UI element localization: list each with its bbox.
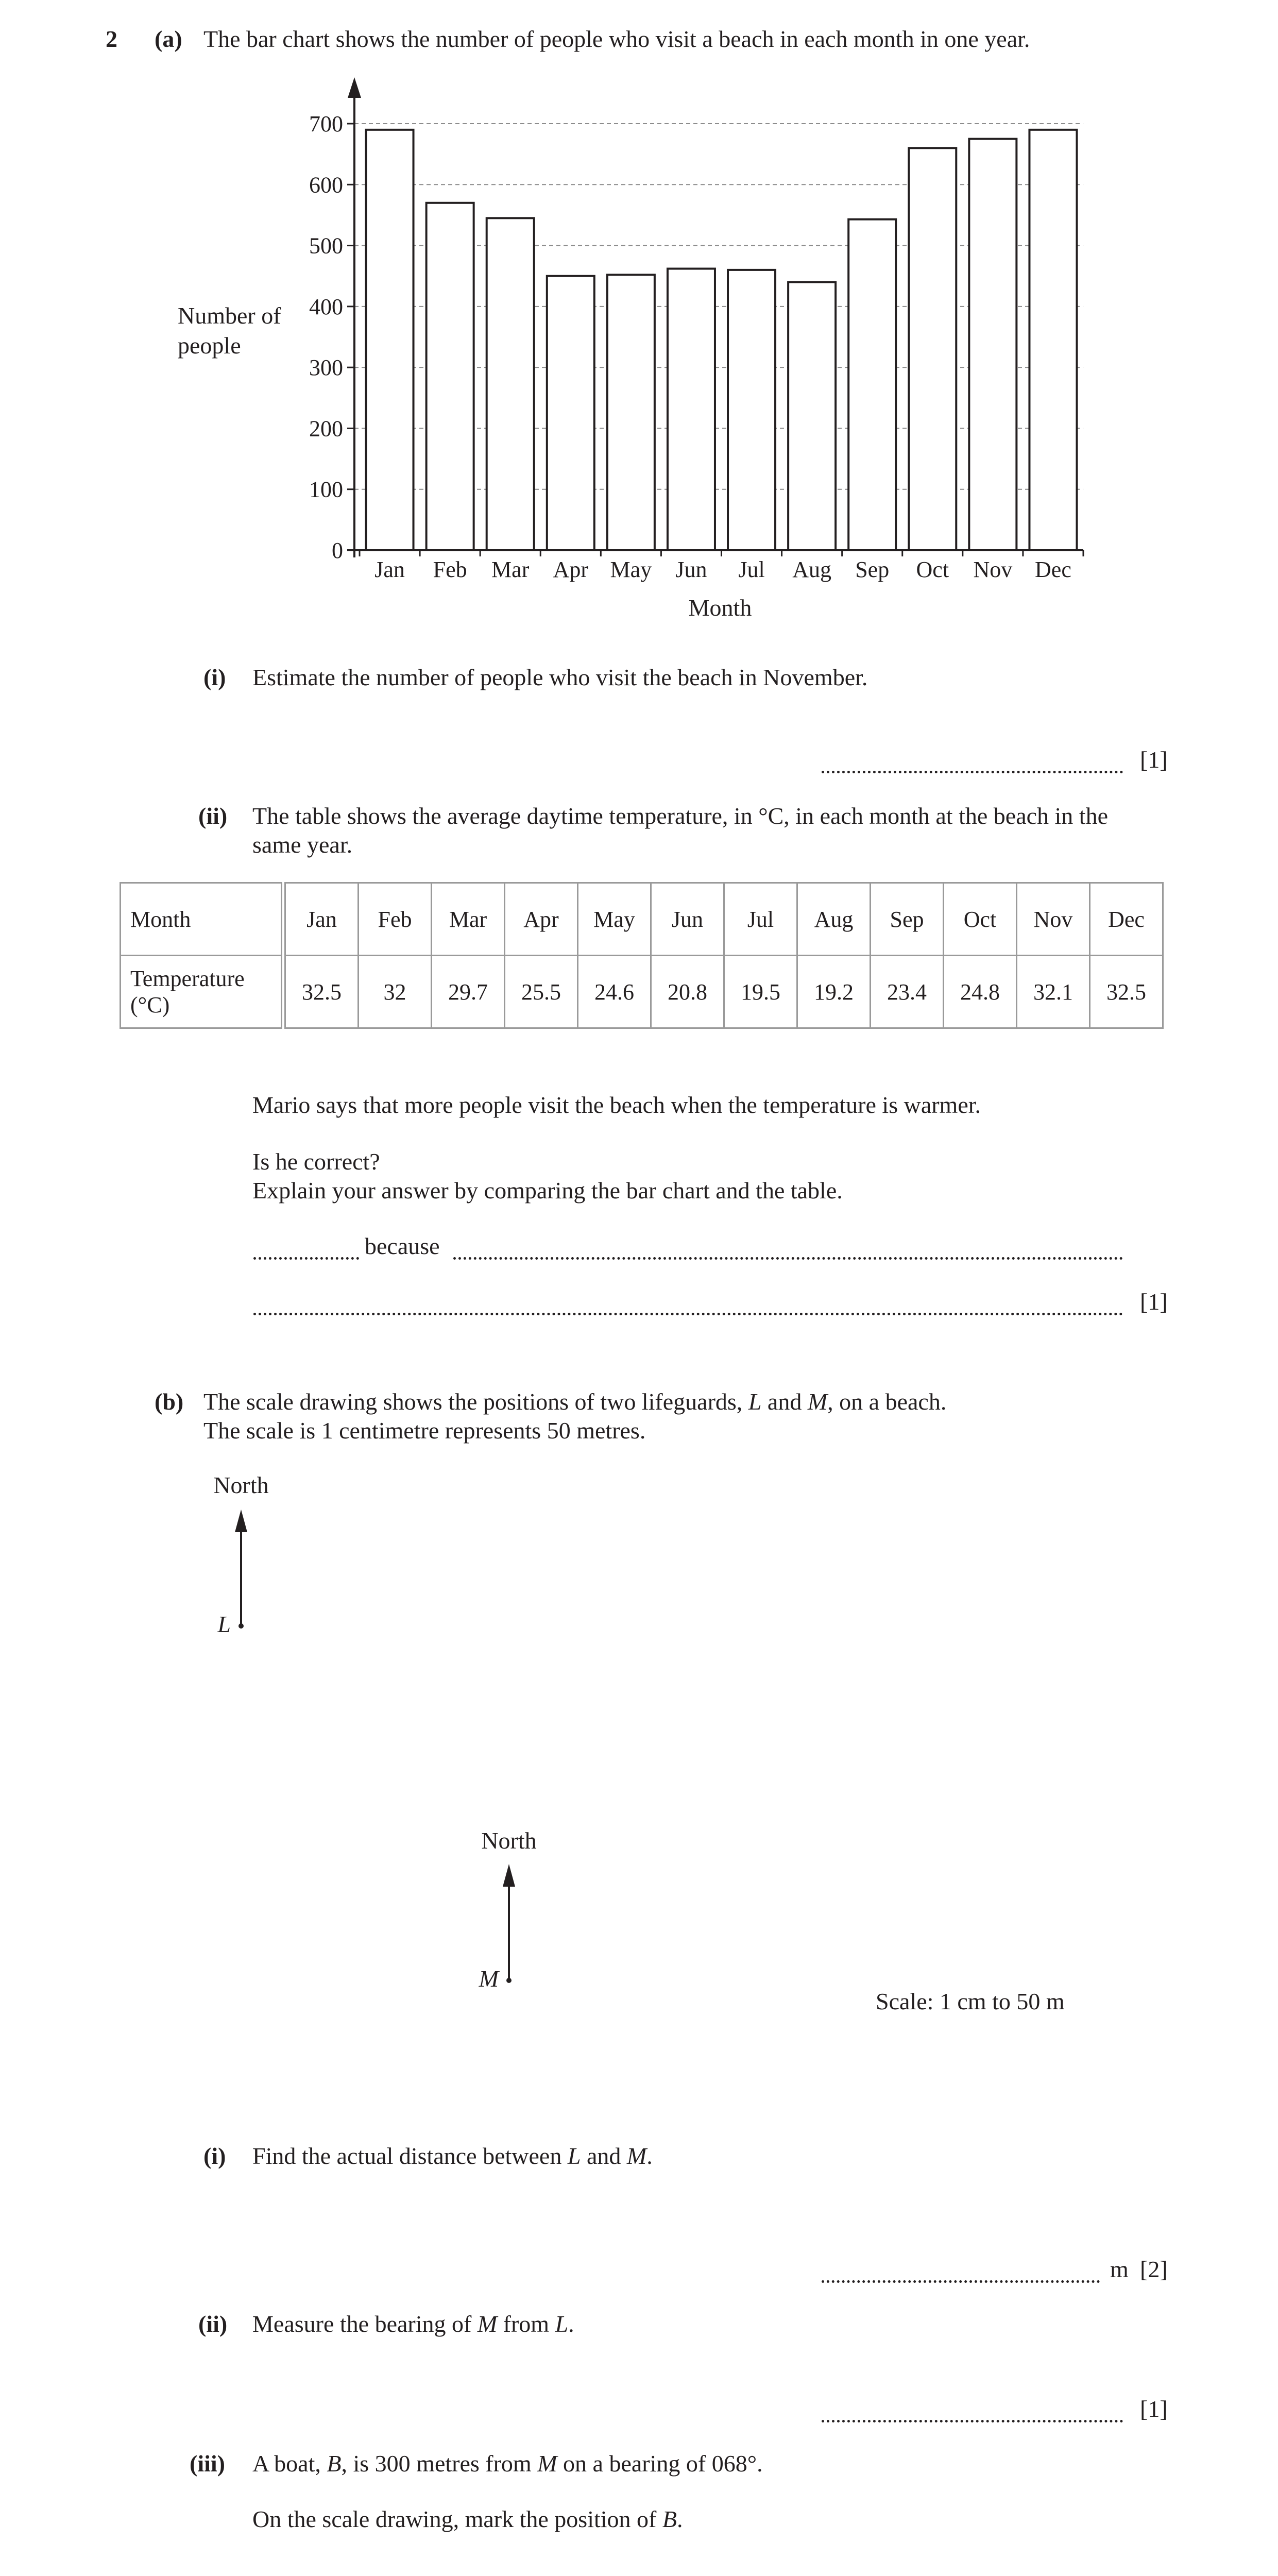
answer-line-a-i[interactable] [822, 771, 1123, 773]
part-b-line1-post: , on a beach. [827, 1388, 947, 1415]
b-i-pre: Find the actual distance between [252, 2143, 568, 2169]
y-tick-label: 700 [309, 111, 343, 137]
bar-jan [366, 130, 414, 550]
answer-line-because[interactable] [453, 1257, 1123, 1260]
x-tick-label: Sep [855, 557, 890, 582]
table-cell-month: Oct [944, 883, 1017, 956]
table-cell-temperature: 25.5 [505, 956, 578, 1028]
table-row-temperature [121, 956, 1163, 1028]
b-ii-pre: Measure the bearing of [252, 2311, 478, 2337]
x-tick-label: Feb [433, 557, 467, 582]
table-cell-month: Apr [505, 883, 578, 956]
b-i-and: and [581, 2143, 627, 2169]
table-header-month: Month [121, 883, 284, 956]
temperature-header-line1: Temperature [130, 966, 245, 991]
table-cell-month: Sep [871, 883, 944, 956]
bar-chart [0, 0, 1278, 649]
north-label-M: North [481, 1827, 537, 1854]
b-ii-mid: from [497, 2311, 555, 2337]
b-i-M: M [626, 2143, 647, 2169]
bar-oct [909, 148, 956, 550]
table-cell-temperature: 20.8 [651, 956, 724, 1028]
part-b-line1-pre: The scale drawing shows the positions of two lifeguards, [203, 1388, 748, 1415]
answer-line-b-i[interactable] [822, 2280, 1100, 2283]
temperature-table [120, 882, 1164, 1029]
part-a-i-label: (i) [203, 664, 226, 690]
table-cell-temperature: 32 [359, 956, 432, 1028]
scale-label: Scale: 1 cm to 50 m [876, 1988, 1065, 2014]
table-cell-month: Dec [1090, 883, 1163, 956]
y-axis-label-line2: people [178, 332, 241, 359]
mario-statement: Mario says that more people visit the beach when the temperature is warmer. [252, 1092, 981, 1118]
table-cell-temperature: 29.7 [432, 956, 505, 1028]
north-arrow-M [479, 1827, 537, 1992]
y-axis-arrowhead [348, 77, 361, 98]
bar-sep [848, 219, 896, 550]
x-tick-label: Aug [792, 557, 832, 582]
question-explain: Explain your answer by comparing the bar chart and the table. [252, 1177, 843, 1204]
part-a-ii-text-line1: The table shows the average daytime temperature, in °C, in each month at the beach in the [252, 803, 1109, 829]
b-iii-end: on a bearing of 068°. [557, 2450, 763, 2477]
b-ii-M: M [477, 2311, 498, 2337]
b-i-L: L [567, 2143, 581, 2169]
part-a-i-text: Estimate the number of people who visit the beach in November. [252, 664, 868, 690]
part-a-ii-text-line2: same year. [252, 832, 353, 858]
table-cell-temperature: 32.5 [1090, 956, 1163, 1028]
y-tick-label: 0 [332, 538, 343, 563]
x-tick-label: Jan [374, 557, 405, 582]
y-tick-label: 500 [309, 233, 343, 259]
x-tick-label: Jun [675, 557, 707, 582]
scale-drawing [0, 1468, 1278, 2025]
table-cell-month: Feb [359, 883, 432, 956]
marks-b-ii: [1] [1140, 2396, 1168, 2422]
x-tick-label: Dec [1035, 557, 1071, 582]
table-cell-month: Jul [724, 883, 797, 956]
b-iii-line2-pre: On the scale drawing, mark the position of [252, 2506, 662, 2532]
part-b-i-text [252, 2142, 653, 2171]
y-tick-label: 200 [309, 416, 343, 442]
answer-line-b-ii[interactable] [822, 2420, 1123, 2422]
part-b-label: (b) [155, 1388, 184, 1415]
x-tick-label: Oct [916, 557, 949, 582]
table-cell-temperature: 19.2 [797, 956, 871, 1028]
b-ii-post: . [568, 2311, 574, 2337]
north-arrow-L [213, 1472, 268, 1637]
x-tick-label: Jul [738, 557, 765, 582]
b-ii-L: L [555, 2311, 569, 2337]
table-cell-month: Aug [797, 883, 871, 956]
north-label-L: North [213, 1472, 269, 1498]
part-b-ii-label: (ii) [198, 2311, 228, 2337]
y-tick-label: 100 [309, 477, 343, 502]
part-b-iii-line1 [252, 2449, 763, 2478]
bar-aug [788, 282, 836, 550]
answer-line-explanation[interactable] [253, 1313, 1123, 1315]
y-axis-label-line1: Number of [178, 302, 281, 329]
point-M [506, 1978, 512, 1983]
part-b-iii-label: (iii) [190, 2450, 225, 2477]
table-cell-month: Nov [1017, 883, 1090, 956]
table-header-temperature [121, 956, 284, 1028]
bar-dec [1029, 130, 1077, 550]
part-a-label: (a) [155, 26, 182, 52]
lifeguard-L-name: L [748, 1388, 762, 1415]
table-cell-temperature: 32.1 [1017, 956, 1090, 1028]
part-b-iii-line2 [252, 2505, 683, 2534]
marks-a-ii: [1] [1140, 1289, 1168, 1315]
part-b-i-label: (i) [203, 2143, 226, 2169]
x-tick-label: May [610, 557, 652, 582]
x-tick-label: Mar [491, 557, 530, 582]
bar-jun [668, 269, 715, 550]
y-tick-label: 600 [309, 172, 343, 198]
b-iii-line2-post: . [676, 2506, 683, 2532]
point-M-label: M [479, 1965, 499, 1992]
table-row-month [121, 883, 1163, 956]
table-cell-temperature: 32.5 [283, 956, 359, 1028]
table-cell-month: Mar [432, 883, 505, 956]
x-tick-label: Apr [553, 557, 589, 582]
b-iii-M: M [537, 2450, 557, 2477]
x-axis-label: Month [688, 595, 752, 621]
part-b-text-line1 [203, 1387, 946, 1416]
point-L [238, 1623, 244, 1629]
point-L-label: L [217, 1611, 231, 1637]
bar-apr [547, 276, 594, 550]
b-iii-B: B [327, 2450, 342, 2477]
b-i-post: . [646, 2143, 653, 2169]
table-cell-temperature: 24.8 [944, 956, 1017, 1028]
bar-mar [487, 218, 534, 550]
chart-x-ticks [360, 550, 1083, 582]
answer-line-yes-no[interactable] [253, 1257, 359, 1260]
bar-nov [969, 139, 1016, 550]
unit-metres: m [1110, 2256, 1129, 2282]
table-cell-month: Jan [283, 883, 359, 956]
marks-a-i: [1] [1140, 747, 1168, 773]
part-a-ii-label: (ii) [198, 803, 228, 829]
table-cell-temperature: 24.6 [578, 956, 651, 1028]
chart-bars [366, 130, 1077, 550]
b-iii-post: , is 300 metres from [341, 2450, 538, 2477]
lifeguard-M-name: M [807, 1388, 828, 1415]
part-b-and: and [761, 1388, 808, 1415]
b-iii-B2: B [662, 2506, 677, 2532]
temperature-header-line2: (°C) [130, 992, 170, 1018]
part-b-ii-text [252, 2310, 574, 2338]
y-tick-label: 300 [309, 355, 343, 381]
question-number: 2 [106, 26, 117, 52]
bar-feb [427, 203, 474, 550]
table-cell-month: May [578, 883, 651, 956]
question-correct: Is he correct? [252, 1148, 380, 1175]
x-tick-label: Nov [973, 557, 1013, 582]
table-cell-month: Jun [651, 883, 724, 956]
bar-jul [728, 270, 775, 550]
part-b-text-line2: The scale is 1 centimetre represents 50 metres. [203, 1417, 646, 1444]
chart-y-ticks [309, 111, 354, 563]
table-cell-temperature: 23.4 [871, 956, 944, 1028]
marks-b-i: [2] [1140, 2256, 1168, 2282]
because-label: because [365, 1233, 440, 1259]
y-tick-label: 400 [309, 294, 343, 319]
table-cell-temperature: 19.5 [724, 956, 797, 1028]
b-iii-pre: A boat, [252, 2450, 327, 2477]
bar-may [607, 275, 655, 550]
part-a-text: The bar chart shows the number of people who visit a beach in each month in one year. [203, 26, 1030, 52]
